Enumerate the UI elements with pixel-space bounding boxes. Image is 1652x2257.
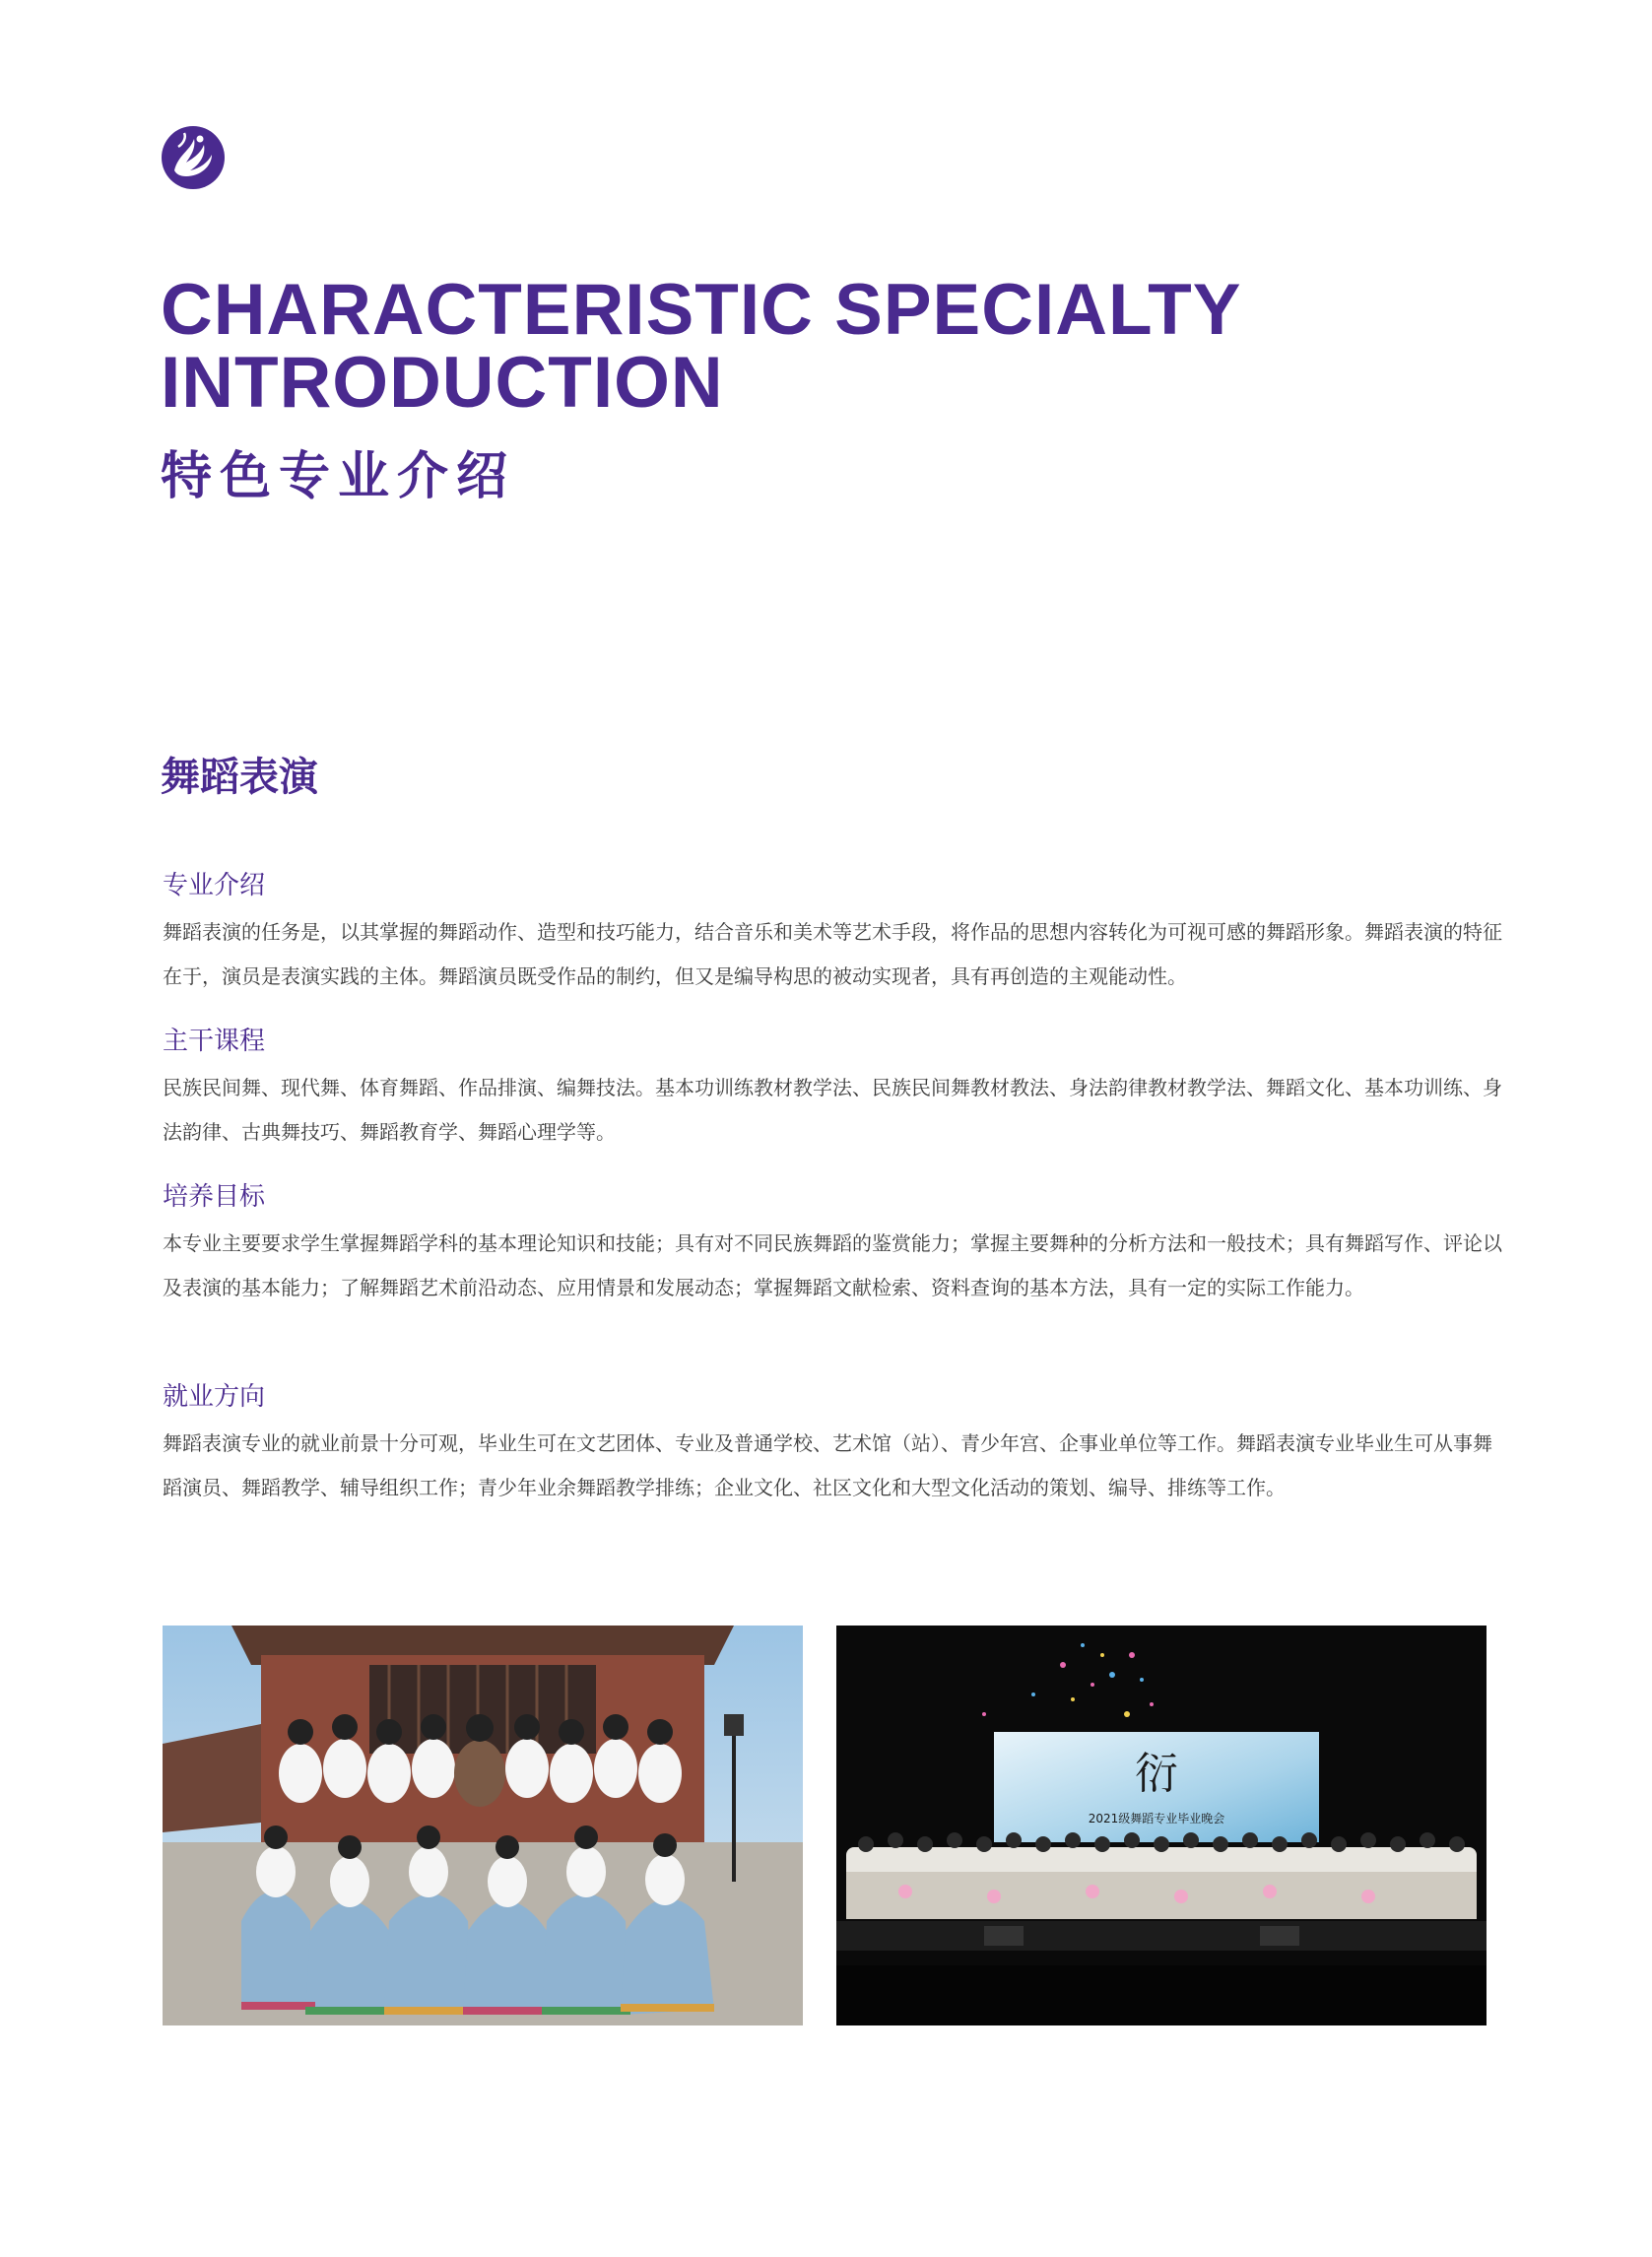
content-block-careers (163, 1378, 1502, 1510)
block-body: 舞蹈表演专业的就业前景十分可观，毕业生可在文艺团体、专业及普通学校、艺术馆（站）、青少年宫、企事业单位等工作。舞蹈表演专业毕业生可从事舞蹈演员、舞蹈教学、辅导组织工作；青少年业余舞蹈教学排练；企业文化、社区文化和大型文化活动的策划、编导、排练等工作。 (163, 1431, 1492, 1499)
school-logo (161, 125, 226, 190)
block-heading: 就业方向 (163, 1382, 266, 1412)
section-title: 舞蹈表演 (161, 755, 318, 800)
outdoor-dance-group-photo (163, 1626, 803, 2025)
dancer-logo-icon (161, 125, 226, 190)
block-body: 本专业主要要求学生掌握舞蹈学科的基本理论知识和技能；具有对不同民族舞蹈的鉴赏能力；掌握主要舞种的分析方法和一般技术；具有舞蹈写作、评论以及表演的基本能力；了解舞蹈艺术前沿动态、应用情景和发展动态；掌握舞蹈文献检索、资料查询的基本方法，具有一定的实际工作能力。 (163, 1231, 1502, 1299)
block-heading: 专业介绍 (163, 871, 266, 900)
block-body: 民族民间舞、现代舞、体育舞蹈、作品排演、编舞技法。基本功训练教材教学法、民族民间舞教材教法、身法韵律教材教学法、舞蹈文化、基本功训练、身法韵律、古典舞技巧、舞蹈教育学、舞蹈心理学等。 (163, 1076, 1502, 1144)
svg-text:衍: 衍 (1135, 1749, 1178, 1799)
screen-caption: 2021级舞蹈专业毕业晚会 (1088, 1812, 1225, 1826)
content-block-goals (163, 1178, 1502, 1310)
content-block-courses (163, 1023, 1502, 1155)
block-body: 舞蹈表演的任务是，以其掌握的舞蹈动作、造型和技巧能力，结合音乐和美术等艺术手段，将作品的思想内容转化为可视可感的舞蹈形象。舞蹈表演的特征在于，演员是表演实践的主体。舞蹈演员既受作品的制约，但又是编导构思的被动实现者，具有再创造的主观能动性。 (163, 920, 1502, 988)
block-heading: 主干课程 (163, 1027, 266, 1056)
stage-graduation-show-photo (836, 1626, 1487, 2025)
page-title-zh: 特色专业介绍 (161, 447, 516, 506)
page-title-en: CHARACTERISTIC SPECIALTY INTRODUCTION (161, 270, 1242, 423)
block-heading: 培养目标 (163, 1182, 266, 1212)
content-block-intro (163, 867, 1502, 999)
